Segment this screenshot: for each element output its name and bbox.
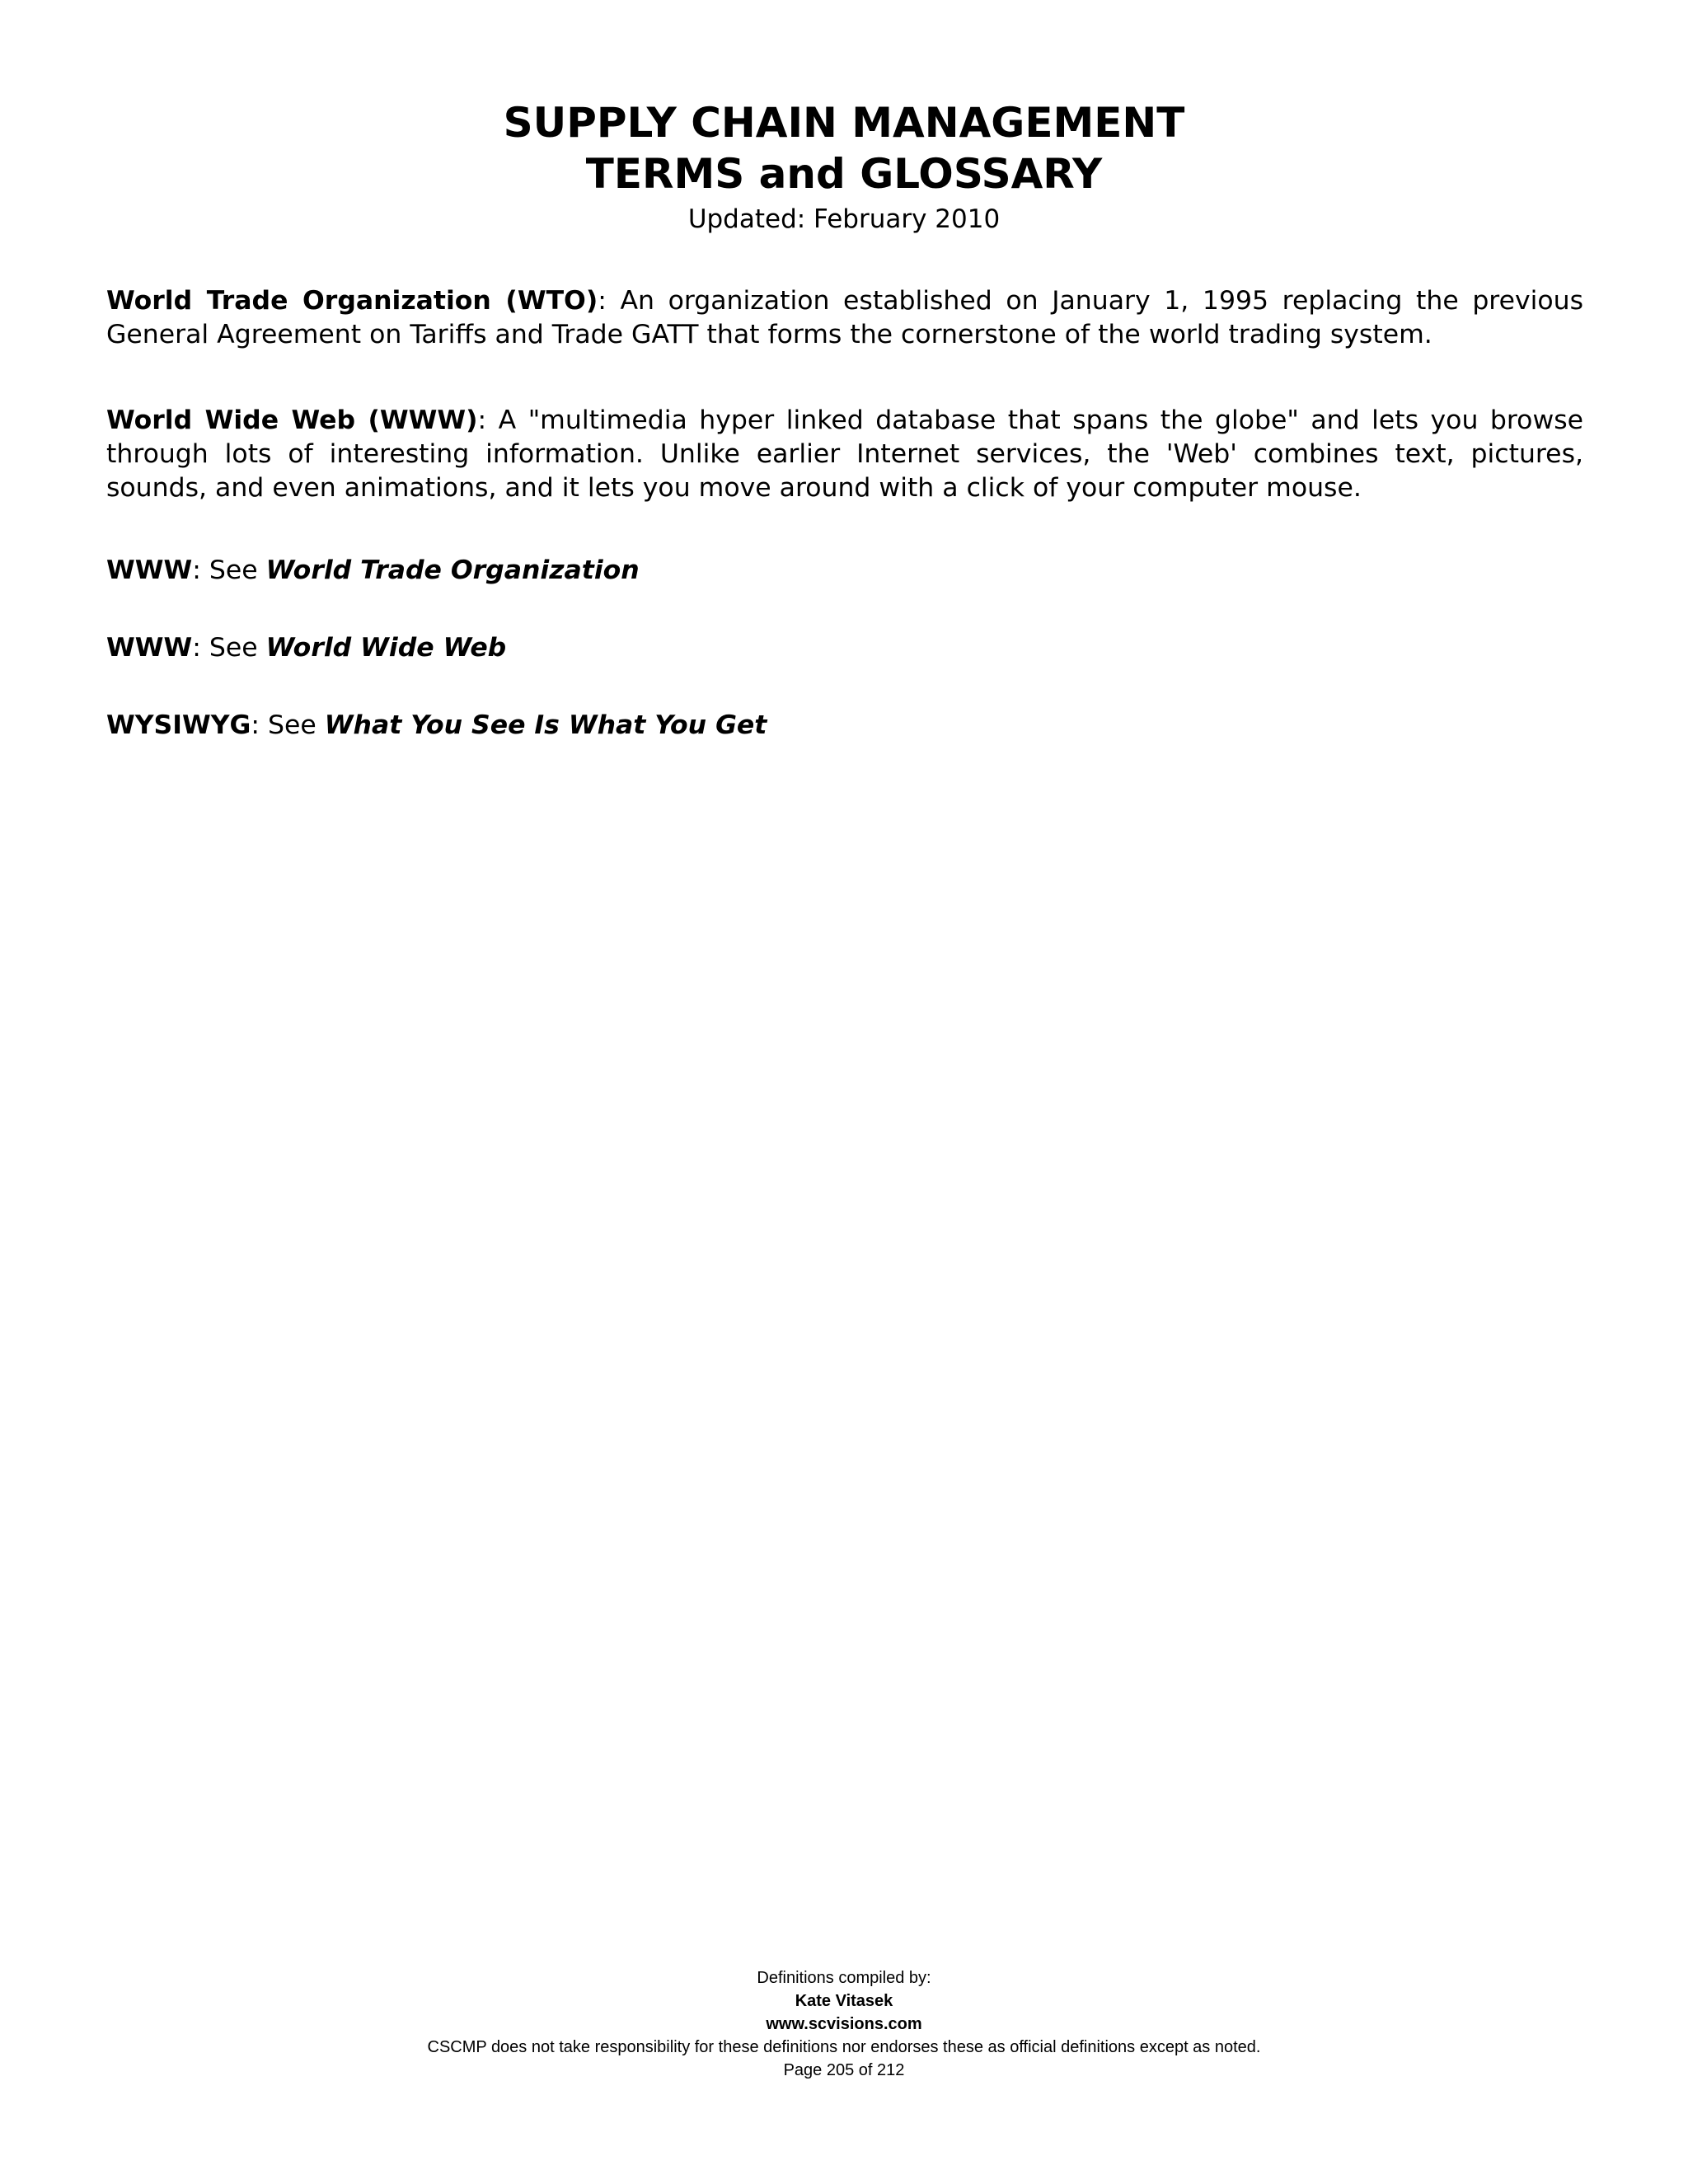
glossary-entry-www-wto	[106, 554, 1583, 588]
entry-see-prefix: : See	[192, 555, 266, 585]
entry-term: WWW	[106, 555, 193, 585]
footer-compiled-by: Definitions compiled by:	[757, 1969, 931, 1987]
document-header	[0, 97, 1688, 237]
document-footer	[0, 1966, 1688, 2082]
entry-cross-reference: World Wide Web	[265, 633, 507, 663]
footer-disclaimer: CSCMP does not take responsibility for these definitions nor endorses these as official definitions except as noted.	[427, 2038, 1261, 2056]
glossary-content	[106, 284, 1583, 743]
entry-term: WWW	[106, 633, 193, 663]
entry-definition: : A "multimedia hyper linked database that spans the globe" and lets you browse through lots of interesting information. Unlike earlier Internet services, the 'Web' combines text, pictures, sounds, and even animations, and it lets you move around with a click of your computer mouse.	[106, 405, 1583, 503]
entry-see-prefix: : See	[251, 710, 325, 740]
footer-website: www.scvisions.com	[766, 2015, 922, 2033]
entry-term: World Wide Web (WWW)	[106, 405, 478, 435]
title-line-2: TERMS and GLOSSARY	[585, 150, 1103, 198]
entry-cross-reference: World Trade Organization	[265, 555, 640, 585]
entry-term: WYSIWYG	[106, 710, 251, 740]
entry-see-prefix: : See	[192, 633, 266, 663]
entry-term: World Trade Organization (WTO)	[106, 286, 598, 316]
glossary-entry-wto	[106, 284, 1583, 352]
glossary-entry-wysiwyg	[106, 709, 1583, 743]
entry-cross-reference: What You See Is What You Get	[324, 710, 767, 740]
footer-author: Kate Vitasek	[795, 1992, 893, 2010]
glossary-entry-world-wide-web	[106, 404, 1583, 505]
entry-definition: : An organization established on January 1, 1995 replacing the previous General Agreement on Tariffs and Trade GATT that forms the cornerstone of the world trading system.	[106, 286, 1583, 349]
glossary-entry-www-web	[106, 631, 1583, 665]
updated-date: Updated: February 2010	[687, 204, 1001, 234]
title-line-1: SUPPLY CHAIN MANAGEMENT	[503, 99, 1185, 147]
footer-page-number: Page 205 of 212	[783, 2061, 905, 2079]
